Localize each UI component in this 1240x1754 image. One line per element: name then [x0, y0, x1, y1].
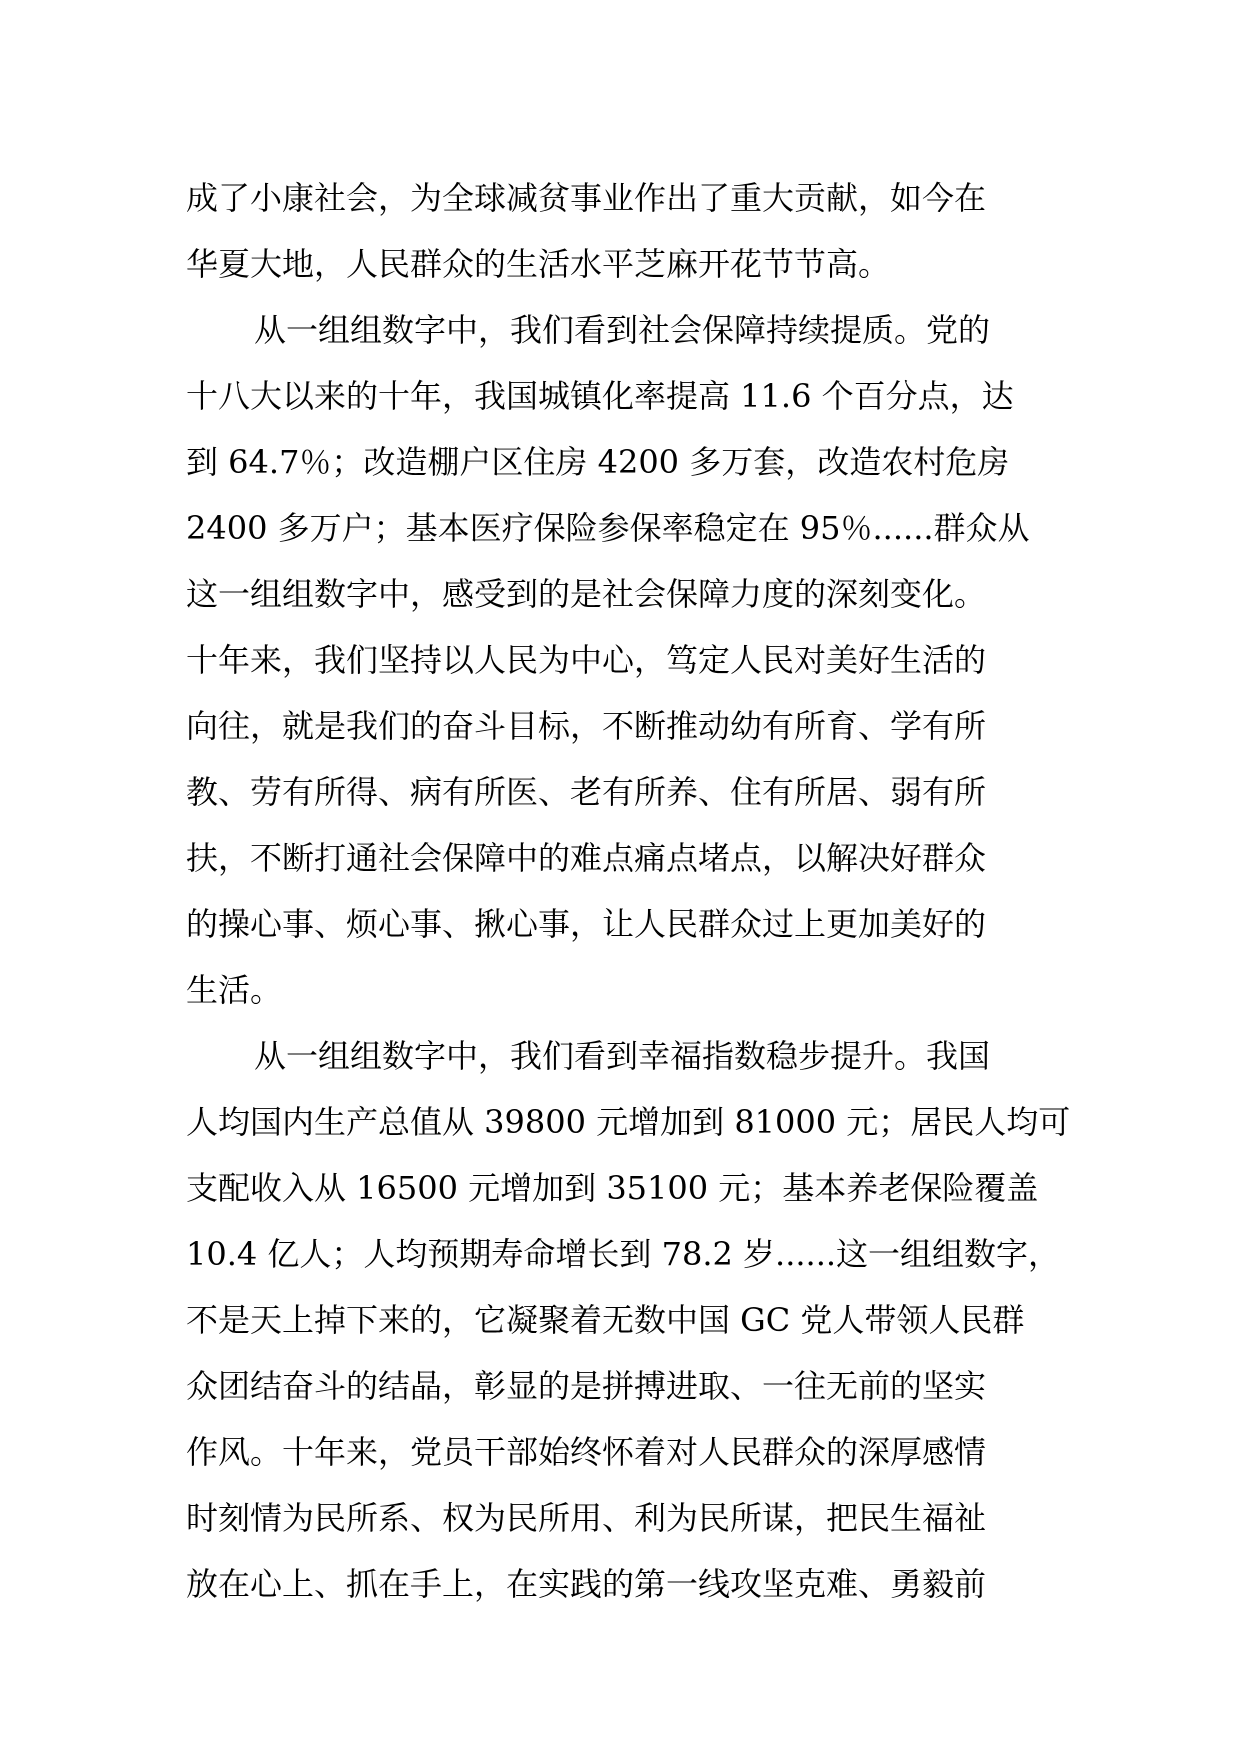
text-line: 人均国内生产总值从 39800 元增加到 81000 元；居民人均可 [186, 1103, 1071, 1141]
text-line: 的操心事、烦心事、揪心事，让人民群众过上更加美好的 [186, 905, 987, 943]
text-line: 华夏大地，人民群众的生活水平芝麻开花节节高。 [186, 245, 891, 283]
text-line: 向往，就是我们的奋斗目标，不断推动幼有所育、学有所 [186, 707, 987, 745]
text-line: 众团结奋斗的结晶，彰显的是拼搏进取、一往无前的坚实 [186, 1367, 987, 1405]
text-line: 到 64.7％；改造棚户区住房 4200 多万套，改造农村危房 [186, 443, 1010, 481]
text-line: 教、劳有所得、病有所医、老有所养、住有所居、弱有所 [186, 773, 987, 811]
text-line: 2400 多万户；基本医疗保险参保率稳定在 95％......群众从 [186, 509, 1030, 547]
text-line: 十八大以来的十年，我国城镇化率提高 11.6 个百分点，达 [186, 377, 1014, 415]
text-line: 时刻情为民所系、权为民所用、利为民所谋，把民生福祉 [186, 1499, 987, 1537]
text-line: 成了小康社会，为全球减贫事业作出了重大贡献，如今在 [186, 179, 987, 217]
text-line: 作风。十年来，党员干部始终怀着对人民群众的深厚感情 [186, 1433, 987, 1471]
paragraph-start-line: 从一组组数字中，我们看到社会保障持续提质。党的 [254, 311, 991, 349]
text-line: 不是天上掉下来的，它凝聚着无数中国 GC 党人带领人民群 [186, 1301, 1025, 1339]
text-line: 生活。 [186, 971, 283, 1009]
text-line: 放在心上、抓在手上，在实践的第一线攻坚克难、勇毅前 [186, 1565, 987, 1603]
text-line: 扶，不断打通社会保障中的难点痛点堵点，以解决好群众 [186, 839, 987, 877]
text-line: 十年来，我们坚持以人民为中心，笃定人民对美好生活的 [186, 641, 987, 679]
text-line: 10.4 亿人；人均预期寿命增长到 78.2 岁......这一组组数字， [186, 1235, 1061, 1273]
body-text [186, 165, 1071, 1617]
text-line: 支配收入从 16500 元增加到 35100 元；基本养老保险覆盖 [186, 1169, 1039, 1207]
paragraph-start-line: 从一组组数字中，我们看到幸福指数稳步提升。我国 [254, 1037, 991, 1075]
text-line: 这一组组数字中，感受到的是社会保障力度的深刻变化。 [186, 575, 987, 613]
